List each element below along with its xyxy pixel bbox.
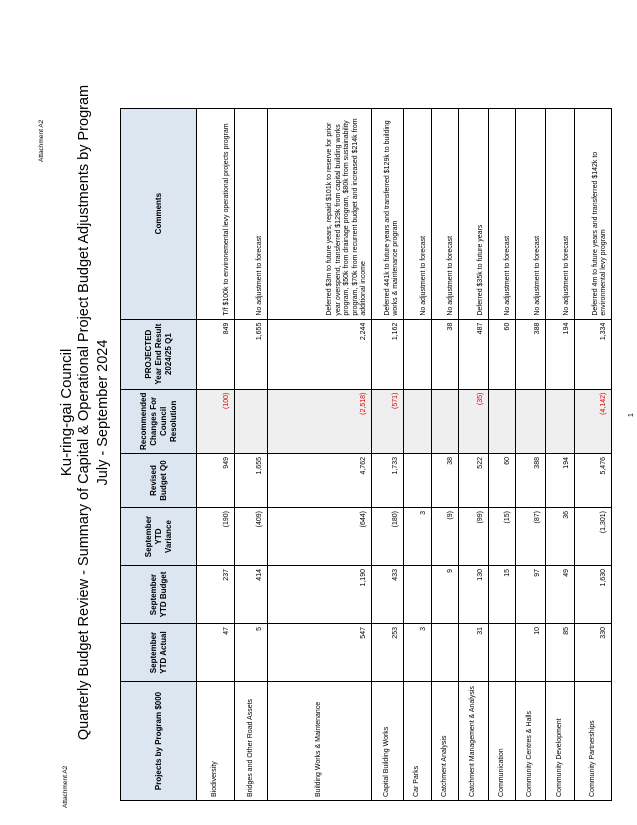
table-row xyxy=(575,108,612,800)
ytd-variance-cell: (644) xyxy=(268,508,372,566)
comment-cell: Deferred $35k to future years xyxy=(459,108,489,319)
comment-cell: No adjustment to forecast xyxy=(404,108,432,319)
projected-cell xyxy=(404,319,432,389)
program-cell: Car Parks xyxy=(404,682,432,801)
col-program: Projects by Program $000 xyxy=(121,682,197,801)
revised-budget-cell: 522 xyxy=(459,454,489,508)
projected-cell: 849 xyxy=(197,319,235,389)
budget-table xyxy=(120,108,612,801)
ytd-budget-cell: 414 xyxy=(235,566,268,624)
ytd-variance-cell: (1,301) xyxy=(575,508,612,566)
ytd-budget-cell: 433 xyxy=(372,566,404,624)
ytd-variance-cell: 3 xyxy=(404,508,432,566)
table-row xyxy=(372,108,404,800)
recommended-cell xyxy=(404,389,432,453)
ytd-budget-cell: 49 xyxy=(546,566,575,624)
revised-budget-cell xyxy=(404,454,432,508)
projected-cell: 1,162 xyxy=(372,319,404,389)
ytd-variance-cell: (190) xyxy=(197,508,235,566)
col-projected: PROJECTED Year End Result 2024/25 Q1 xyxy=(121,319,197,389)
revised-budget-cell: 1,733 xyxy=(372,454,404,508)
page-number: 1 xyxy=(628,413,635,417)
program-cell: Community Development xyxy=(546,682,575,801)
comment-cell: No adjustment to forecast xyxy=(516,108,546,319)
recommended-cell xyxy=(489,389,516,453)
ytd-actual-cell: 253 xyxy=(372,624,404,682)
recommended-cell xyxy=(546,389,575,453)
ytd-actual-cell: 547 xyxy=(268,624,372,682)
projected-cell: 388 xyxy=(516,319,546,389)
table-row xyxy=(404,108,432,800)
recommended-cell xyxy=(432,389,459,453)
table-row xyxy=(432,108,459,800)
table-row xyxy=(489,108,516,800)
ytd-budget-cell: 1,190 xyxy=(268,566,372,624)
table-row xyxy=(268,108,372,800)
recommended-cell xyxy=(516,389,546,453)
revised-budget-cell: 1,655 xyxy=(235,454,268,508)
revised-budget-cell: 388 xyxy=(516,454,546,508)
attachment-label-top: Attachment A2 xyxy=(38,119,45,162)
revised-budget-cell: 60 xyxy=(489,454,516,508)
ytd-actual-cell: 5 xyxy=(235,624,268,682)
revised-budget-cell: 194 xyxy=(546,454,575,508)
ytd-actual-cell: 31 xyxy=(459,624,489,682)
revised-budget-cell: 38 xyxy=(432,454,459,508)
ytd-variance-cell: (409) xyxy=(235,508,268,566)
revised-budget-cell: 949 xyxy=(197,454,235,508)
comment-cell: No adjustment to forecast xyxy=(546,108,575,319)
program-cell: Capital Building Works xyxy=(372,682,404,801)
comment-cell: Deferred 4m to future years and transferred $142k to environmental levy program xyxy=(575,108,612,319)
ytd-variance-cell: 36 xyxy=(546,508,575,566)
col-ytd-actual: September YTD Actual xyxy=(121,624,197,682)
table-header-row xyxy=(121,108,197,800)
ytd-actual-cell: 3 xyxy=(404,624,432,682)
ytd-variance-cell: (87) xyxy=(516,508,546,566)
projected-cell: 2,244 xyxy=(268,319,372,389)
table-row xyxy=(546,108,575,800)
comment-cell: No adjustment to forecast xyxy=(235,108,268,319)
col-recommended: Recommended Changes For Council Resolution xyxy=(121,389,197,453)
comment-cell: T/f $100k to environemental levy operational projects program xyxy=(197,108,235,319)
ytd-variance-cell: (99) xyxy=(459,508,489,566)
ytd-actual-cell xyxy=(432,624,459,682)
ytd-budget-cell: 237 xyxy=(197,566,235,624)
col-comments: Comments xyxy=(121,108,197,319)
ytd-budget-cell xyxy=(404,566,432,624)
table-row xyxy=(516,108,546,800)
recommended-cell: (571) xyxy=(372,389,404,453)
recommended-cell: (2,518) xyxy=(268,389,372,453)
projected-cell: 194 xyxy=(546,319,575,389)
col-ytd-variance: September YTD Variance xyxy=(121,508,197,566)
projected-cell: 60 xyxy=(489,319,516,389)
ytd-actual-cell: 85 xyxy=(546,624,575,682)
recommended-cell: (100) xyxy=(197,389,235,453)
organisation-title: Ku-ring-gai Council xyxy=(58,348,75,477)
ytd-variance-cell: (180) xyxy=(372,508,404,566)
ytd-budget-cell: 97 xyxy=(516,566,546,624)
ytd-budget-cell: 9 xyxy=(432,566,459,624)
comment-cell: Deferred 441k to future years and transferred $129k to building works & maintenance program xyxy=(372,108,404,319)
comment-cell: No adjustment to forecast xyxy=(432,108,459,319)
ytd-actual-cell: 47 xyxy=(197,624,235,682)
report-title: Quarterly Budget Review - Summary of Capital & Operational Project Budget Adjustments by Program xyxy=(76,84,92,741)
ytd-actual-cell: 10 xyxy=(516,624,546,682)
comment-cell: Deferred $3m to future years, repaid $101k to reserve for prior year overspend, transferred $129k from capital building works program, $50k from drainage program, $80k from sustainability program, $70k from recurrent budget and increased $214k from additional income xyxy=(268,108,372,319)
ytd-budget-cell: 130 xyxy=(459,566,489,624)
program-cell: Communication xyxy=(489,682,516,801)
attachment-label-left: Attachment A2 xyxy=(62,765,69,808)
program-cell: Catchment Analysis xyxy=(432,682,459,801)
recommended-cell xyxy=(235,389,268,453)
revised-budget-cell: 5,476 xyxy=(575,454,612,508)
program-cell: Biodiversity xyxy=(197,682,235,801)
program-cell: Catchment Management & Analysis xyxy=(459,682,489,801)
ytd-budget-cell: 15 xyxy=(489,566,516,624)
table-row xyxy=(235,108,268,800)
projected-cell: 38 xyxy=(432,319,459,389)
col-ytd-budget: September YTD Budget xyxy=(121,566,197,624)
ytd-budget-cell: 1,630 xyxy=(575,566,612,624)
ytd-actual-cell xyxy=(489,624,516,682)
projected-cell: 487 xyxy=(459,319,489,389)
table-row xyxy=(459,108,489,800)
table-row xyxy=(197,108,235,800)
recommended-cell: (35) xyxy=(459,389,489,453)
program-cell: Bridges and Other Road Assets xyxy=(235,682,268,801)
program-cell: Community Partnerships xyxy=(575,682,612,801)
ytd-actual-cell: 330 xyxy=(575,624,612,682)
program-cell: Building Works & Maintenance xyxy=(268,682,372,801)
ytd-variance-cell: (9) xyxy=(432,508,459,566)
recommended-cell: (4,142) xyxy=(575,389,612,453)
projected-cell: 1,655 xyxy=(235,319,268,389)
projected-cell: 1,334 xyxy=(575,319,612,389)
col-revised-budget: Revised Budget Q0 xyxy=(121,454,197,508)
period-title: July - September 2024 xyxy=(95,339,111,486)
comment-cell: No adjustment to forecast xyxy=(489,108,516,319)
ytd-variance-cell: (15) xyxy=(489,508,516,566)
program-cell: Community Centres & Halls xyxy=(516,682,546,801)
revised-budget-cell: 4,762 xyxy=(268,454,372,508)
